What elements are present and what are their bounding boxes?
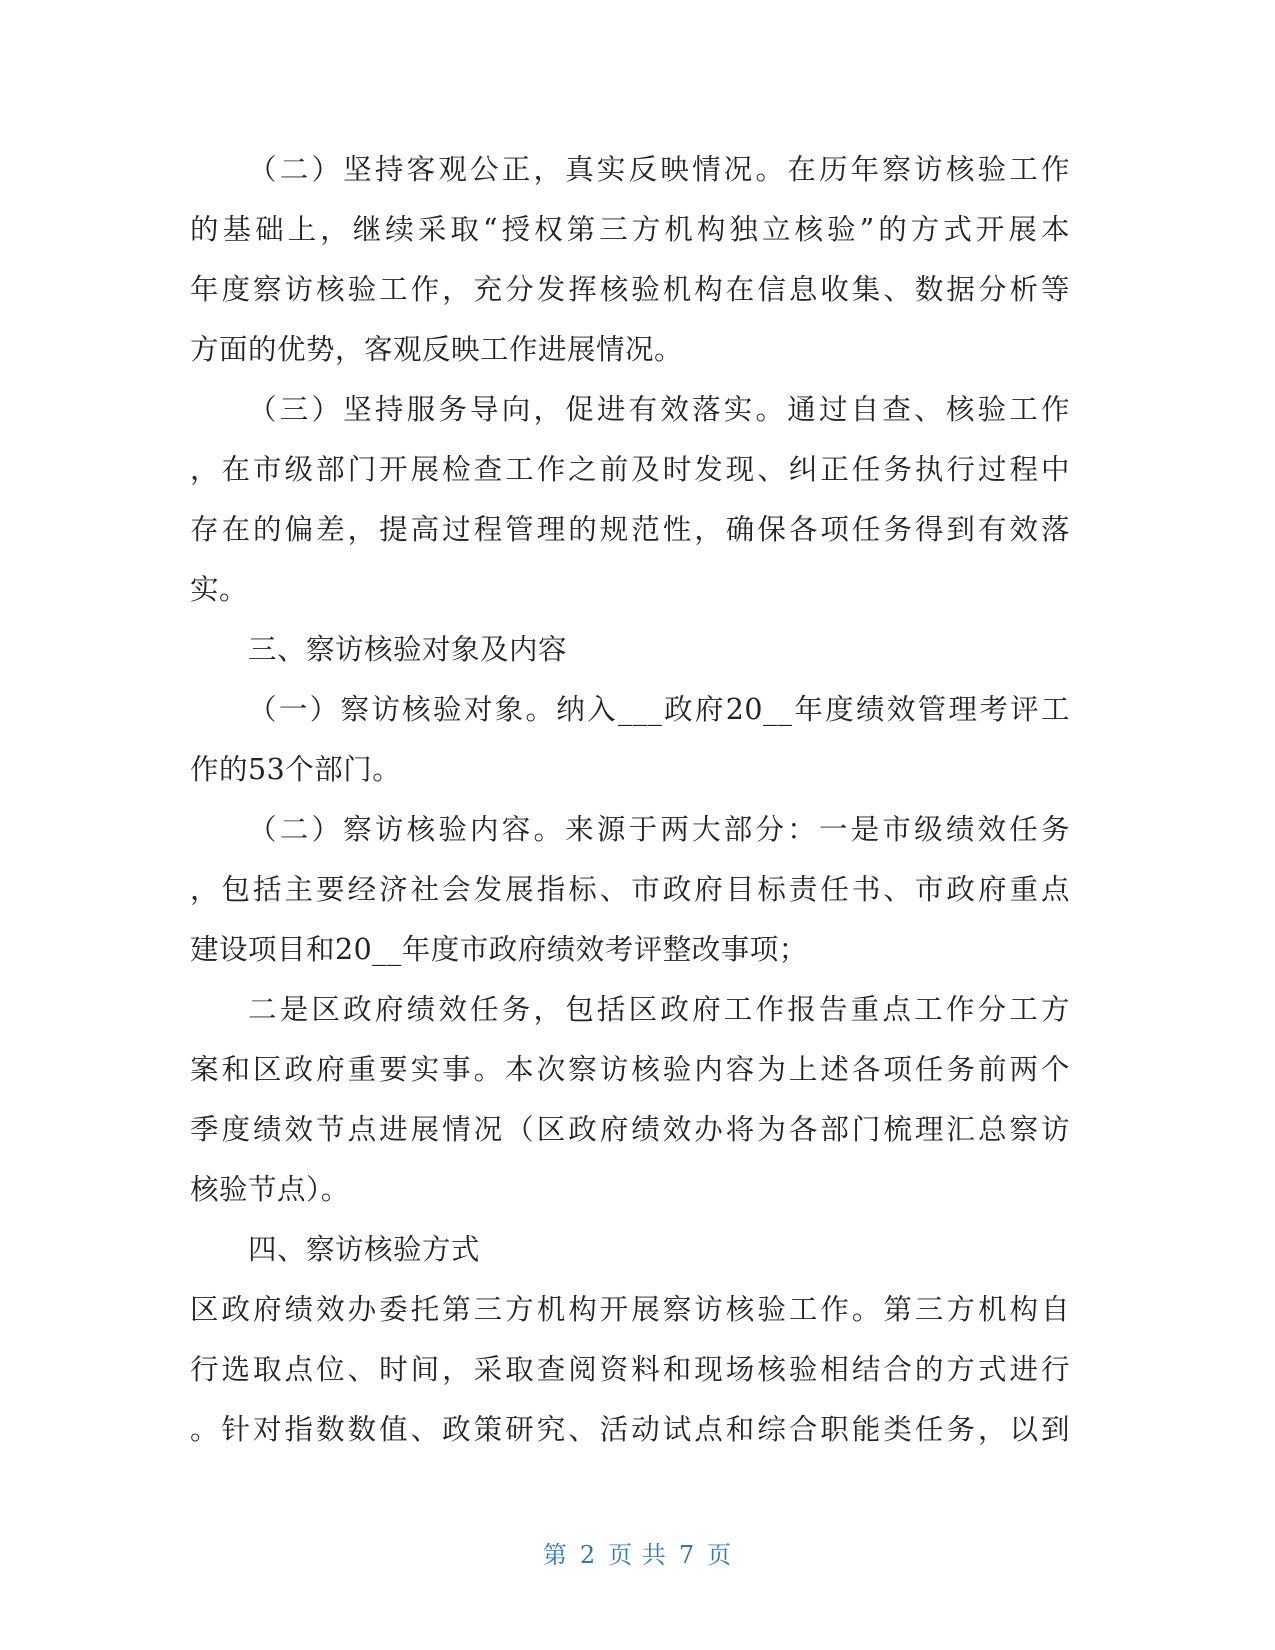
text-line: 作的53个部门。 — [190, 753, 402, 786]
text-line: 案和区政府重要实事。本次察访核验内容为上述各项任务前两个 — [190, 1053, 1070, 1086]
text-line: 实。 — [190, 573, 249, 606]
text-line: 的基础上，继续采取“授权第三方机构独立核验”的方式开展本 — [190, 213, 1070, 246]
text-line: （一）察访核验对象。纳入___政府20__年度绩效管理考评工 — [248, 693, 1070, 726]
text-line: ，在市级部门开展检查工作之前及时发现、纠正任务执行过程中 — [190, 453, 1070, 486]
document-body — [190, 140, 1070, 1460]
text-line: 。针对指数数值、政策研究、活动试点和综合职能类任务，以到 — [190, 1413, 1070, 1446]
text-line: （二）察访核验内容。来源于两大部分：一是市级绩效任务 — [248, 813, 1070, 846]
text-line: 年度察访核验工作，充分发挥核验机构在信息收集、数据分析等 — [190, 273, 1070, 306]
footer-current-page: 2 — [579, 1541, 597, 1569]
footer-suffix: 页 — [707, 1541, 733, 1569]
text-line: ，包括主要经济社会发展指标、市政府目标责任书、市政府重点 — [190, 873, 1070, 906]
text-line: 二是区政府绩效任务，包括区政府工作报告重点工作分工方 — [248, 993, 1070, 1026]
text-line: 季度绩效节点进展情况（区政府绩效办将为各部门梳理汇总察访 — [190, 1113, 1070, 1146]
page-number-footer — [0, 1535, 1275, 1570]
text-line: 三、察访核验对象及内容 — [248, 633, 568, 666]
footer-middle: 页 共 — [608, 1541, 667, 1569]
text-line: 方面的优势，客观反映工作进展情况。 — [190, 333, 684, 366]
footer-total-pages: 7 — [678, 1541, 696, 1569]
text-line: 核验节点）。 — [190, 1173, 350, 1206]
text-line: （三）坚持服务导向，促进有效落实。通过自查、核验工作 — [248, 393, 1070, 426]
text-line: （二）坚持客观公正，真实反映情况。在历年察访核验工作 — [248, 153, 1070, 186]
text-line: 存在的偏差，提高过程管理的规范性，确保各项任务得到有效落 — [190, 513, 1070, 546]
text-line: 行选取点位、时间，采取查阅资料和现场核验相结合的方式进行 — [190, 1353, 1070, 1386]
text-line: 区政府绩效办委托第三方机构开展察访核验工作。第三方机构自 — [190, 1293, 1070, 1326]
text-line: 四、察访核验方式 — [248, 1233, 481, 1266]
text-line: 建设项目和20__年度市政府绩效考评整改事项； — [190, 933, 808, 966]
footer-prefix: 第 — [542, 1541, 568, 1569]
